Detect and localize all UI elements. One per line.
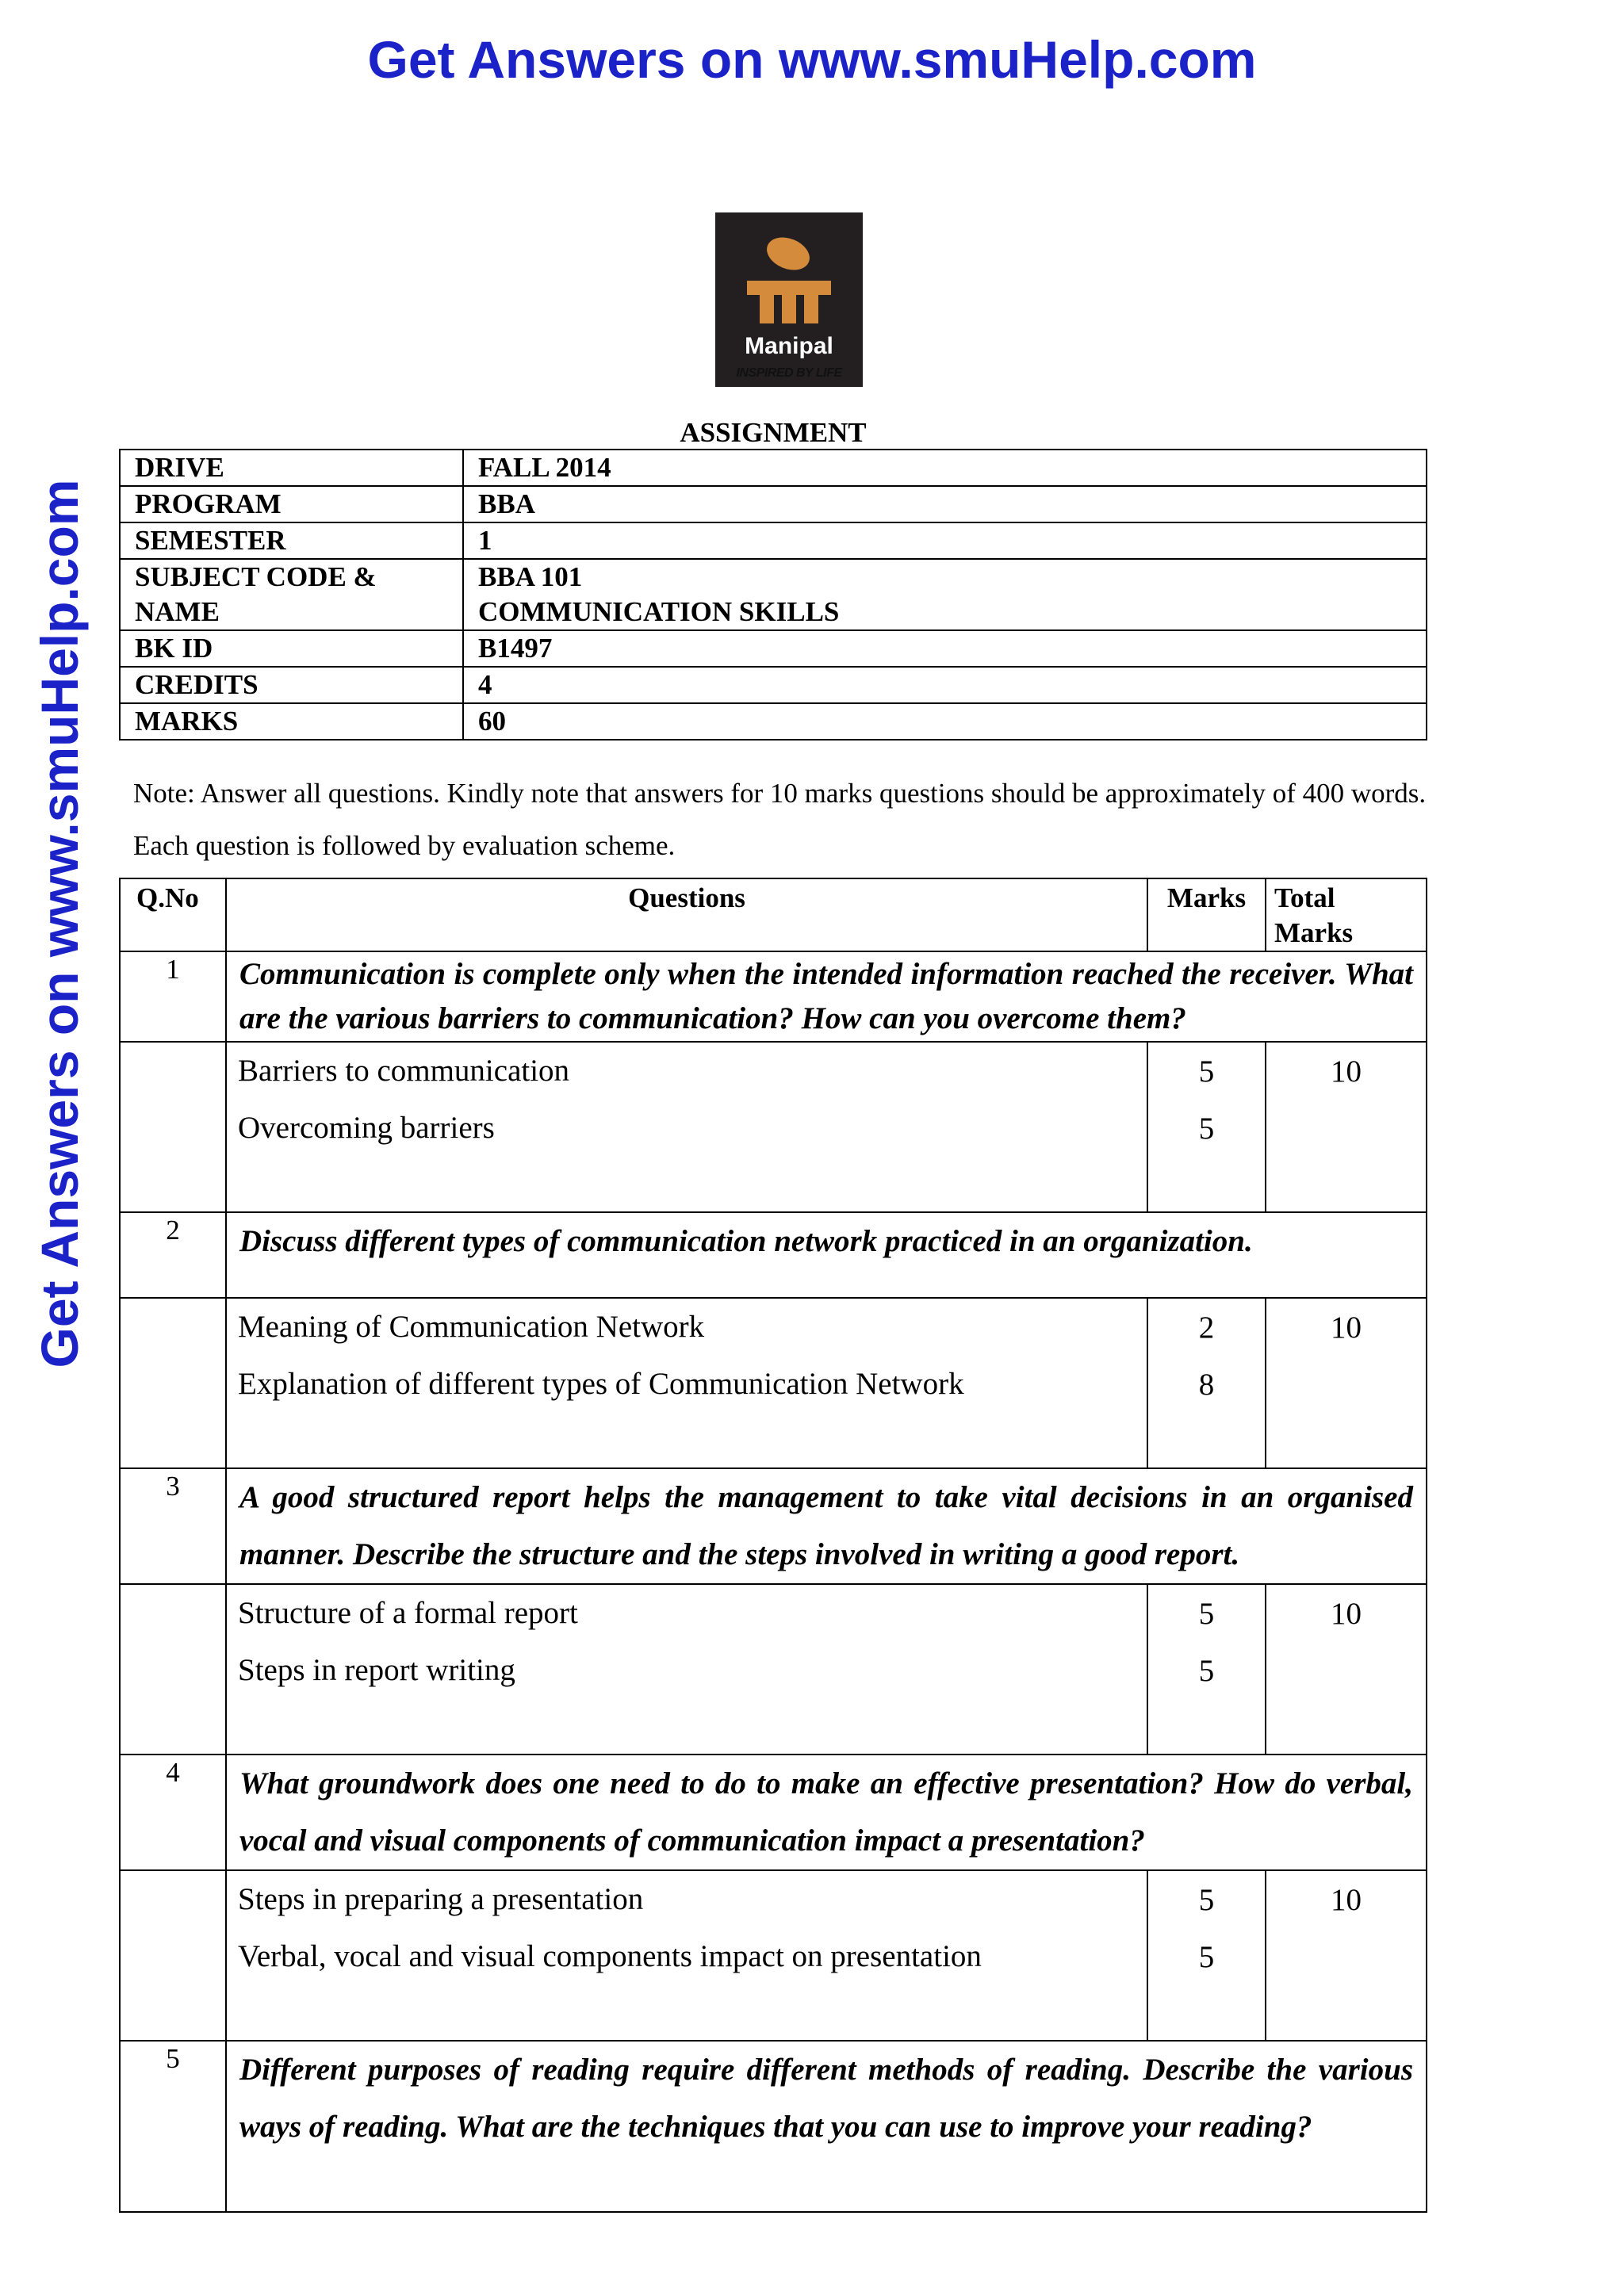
- info-row: [120, 630, 1427, 667]
- qno-header: Q.No: [120, 878, 226, 951]
- manipal-logo: [715, 212, 863, 387]
- header-row: [120, 878, 1427, 951]
- info-row: [120, 667, 1427, 703]
- criteria-row: [120, 1042, 1427, 1212]
- total-marks: 10: [1266, 1042, 1427, 1212]
- question-row: [120, 1468, 1427, 1584]
- criteria-item: Explanation of different types of Communication Network: [238, 1367, 964, 1401]
- question-row: [120, 2041, 1427, 2212]
- assignment-info-table: [119, 449, 1427, 740]
- total-marks: 10: [1266, 1584, 1427, 1755]
- info-row: [120, 559, 1427, 630]
- mark-value: 8: [1198, 1368, 1215, 1402]
- criteria-row: [120, 1870, 1427, 2041]
- info-label: MARKS: [120, 703, 463, 740]
- info-row: [120, 703, 1427, 740]
- criteria-marks: [1147, 1298, 1266, 1468]
- criteria-row: [120, 1584, 1427, 1755]
- assignment-heading: ASSIGNMENT: [680, 417, 867, 448]
- info-row: [120, 450, 1427, 486]
- mark-value: 5: [1198, 1654, 1215, 1688]
- info-value: 60: [463, 703, 1427, 740]
- empty-cell: [120, 1298, 226, 1468]
- info-value: 4: [463, 667, 1427, 703]
- question-row: [120, 1212, 1427, 1298]
- criteria-marks: [1147, 1584, 1266, 1755]
- side-banner: Get Answers on www.smuHelp.com: [30, 479, 89, 1368]
- info-value: BBA: [463, 486, 1427, 522]
- criteria-item: Steps in preparing a presentation: [238, 1882, 644, 1916]
- criteria-list: [226, 1298, 1147, 1468]
- criteria-list: [226, 1584, 1147, 1755]
- criteria-list: [226, 1042, 1147, 1212]
- criteria-item: Structure of a formal report: [238, 1596, 578, 1630]
- question-text: What groundwork does one need to do to make an effective presentation? How do verbal, vocal and visual components of communication impact a presentation?: [226, 1755, 1427, 1870]
- criteria-item: Overcoming barriers: [238, 1111, 495, 1145]
- info-label: SEMESTER: [120, 522, 463, 559]
- question-text: Communication is complete only when the intended information reached the receiver. What are the various barriers to communication? How can you overcome them?: [226, 951, 1427, 1042]
- logo-tagline: INSPIRED BY LIFE: [736, 366, 842, 380]
- total-marks-header: Total Marks: [1266, 878, 1427, 951]
- criteria-item: Meaning of Communication Network: [238, 1310, 705, 1344]
- total-marks: 10: [1266, 1870, 1427, 2041]
- question-number: 2: [120, 1212, 226, 1298]
- info-value: 1: [463, 522, 1427, 559]
- mark-value: 5: [1198, 1597, 1215, 1631]
- mark-value: 5: [1198, 1883, 1215, 1917]
- question-number: 3: [120, 1468, 226, 1584]
- info-label: BK ID: [120, 630, 463, 667]
- marks-header: Marks: [1147, 878, 1266, 951]
- question-number: 4: [120, 1755, 226, 1870]
- criteria-list: [226, 1870, 1147, 2041]
- mark-value: 5: [1198, 1940, 1215, 1974]
- questions-table: [119, 878, 1427, 2213]
- criteria-item: Steps in report writing: [238, 1653, 515, 1687]
- criteria-item: Verbal, vocal and visual components impact on presentation: [238, 1939, 982, 1973]
- question-row: [120, 951, 1427, 1042]
- empty-cell: [120, 1042, 226, 1212]
- mark-value: 2: [1198, 1311, 1215, 1345]
- question-text: Discuss different types of communication network practiced in an organization.: [226, 1212, 1427, 1298]
- total-marks: 10: [1266, 1298, 1427, 1468]
- question-text: Different purposes of reading require different methods of reading. Describe the various ways of reading. What are the techniques that you can use to improve your reading?: [226, 2041, 1427, 2212]
- questions-header: Questions: [226, 878, 1147, 951]
- info-label: PROGRAM: [120, 486, 463, 522]
- logo-brand-text: Manipal: [745, 333, 833, 359]
- top-banner: Get Answers on www.smuHelp.com: [367, 30, 1257, 89]
- info-value: B1497: [463, 630, 1427, 667]
- question-number: 5: [120, 2041, 226, 2212]
- info-label: SUBJECT CODE & NAME: [120, 559, 463, 630]
- info-label: CREDITS: [120, 667, 463, 703]
- instructions-note: Note: Answer all questions. Kindly note that answers for 10 marks questions should be approximately of 400 words. Each question is followed by evaluation scheme.: [133, 778, 1427, 861]
- criteria-row: [120, 1298, 1427, 1468]
- criteria-marks: [1147, 1042, 1266, 1212]
- empty-cell: [120, 1584, 226, 1755]
- logo-mark-icon: [715, 212, 863, 387]
- criteria-marks: [1147, 1870, 1266, 2041]
- question-row: [120, 1755, 1427, 1870]
- info-row: [120, 486, 1427, 522]
- info-value: FALL 2014: [463, 450, 1427, 486]
- info-row: [120, 522, 1427, 559]
- empty-cell: [120, 1870, 226, 2041]
- mark-value: 5: [1198, 1112, 1215, 1146]
- info-label: DRIVE: [120, 450, 463, 486]
- criteria-item: Barriers to communication: [238, 1054, 570, 1088]
- mark-value: 5: [1198, 1054, 1215, 1089]
- info-value: BBA 101 COMMUNICATION SKILLS: [463, 559, 1427, 630]
- question-number: 1: [120, 951, 226, 1042]
- question-text: A good structured report helps the management to take vital decisions in an organised manner. Describe the structure and the steps involved in writing a good report.: [226, 1468, 1427, 1584]
